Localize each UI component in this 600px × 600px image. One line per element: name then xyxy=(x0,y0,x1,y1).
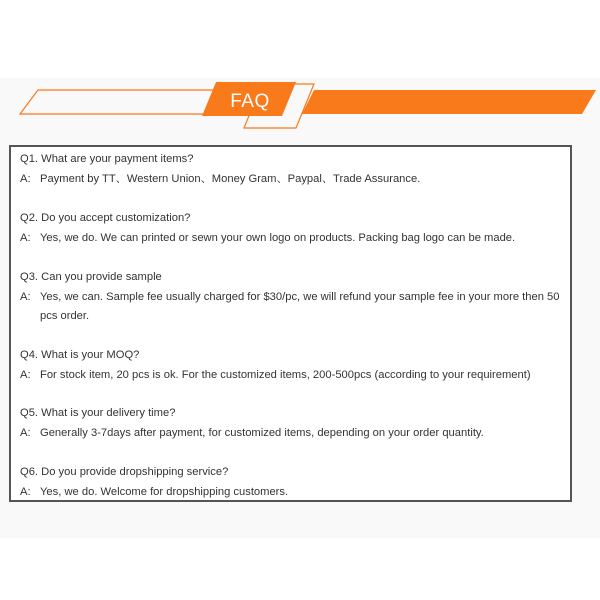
faq-answer xyxy=(20,483,570,503)
faq-answer xyxy=(20,424,570,444)
faq-question: Q1. What are your payment items? xyxy=(20,153,194,165)
answer-prefix: A: xyxy=(20,368,31,381)
faq-item xyxy=(20,463,570,502)
faq-question: Q3. Can you provide sample xyxy=(20,271,162,283)
faq-item xyxy=(20,346,570,385)
faq-answer xyxy=(20,288,570,327)
parallelogram-banner-icon xyxy=(0,0,600,140)
faq-question: Q4. What is your MOQ? xyxy=(20,349,140,361)
faq-title: FAQ xyxy=(230,91,270,112)
faq-item xyxy=(20,150,570,189)
faq-list xyxy=(9,145,572,502)
answer-prefix: A: xyxy=(20,231,31,244)
faq-answer xyxy=(20,229,570,249)
answer-text: Yes, we do. Welcome for dropshipping customers. xyxy=(40,485,289,498)
answer-prefix: A: xyxy=(20,426,31,439)
faq-answer xyxy=(20,366,570,386)
answer-text: For stock item, 20 pcs is ok. For the customized items, 200-500pcs (according to your requirement) xyxy=(40,368,531,381)
faq-answer xyxy=(20,170,570,190)
faq-question: Q5. What is your delivery time? xyxy=(20,407,176,419)
faq-question: Q6. Do you provide dropshipping service? xyxy=(20,466,229,478)
answer-text: Yes, we can. Sample fee usually charged for $30/pc, we will refund your sample fee in your more then 50 pcs order. xyxy=(40,290,560,322)
faq-item xyxy=(20,404,570,443)
answer-text: Generally 3-7days after payment, for customized items, depending on your order quantity. xyxy=(40,426,484,439)
answer-prefix: A: xyxy=(20,172,31,185)
answer-prefix: A: xyxy=(20,485,31,498)
answer-text: Payment by TT、Western Union、Money Gram、Paypal、Trade Assurance. xyxy=(40,172,421,185)
answer-text: Yes, we do. We can printed or sewn your own logo on products. Packing bag logo can be made. xyxy=(40,231,516,244)
faq-question: Q2. Do you accept customization? xyxy=(20,212,191,224)
answer-prefix: A: xyxy=(20,290,31,303)
faq-item xyxy=(20,268,570,327)
faq-item xyxy=(20,209,570,248)
faq-banner xyxy=(0,0,600,140)
